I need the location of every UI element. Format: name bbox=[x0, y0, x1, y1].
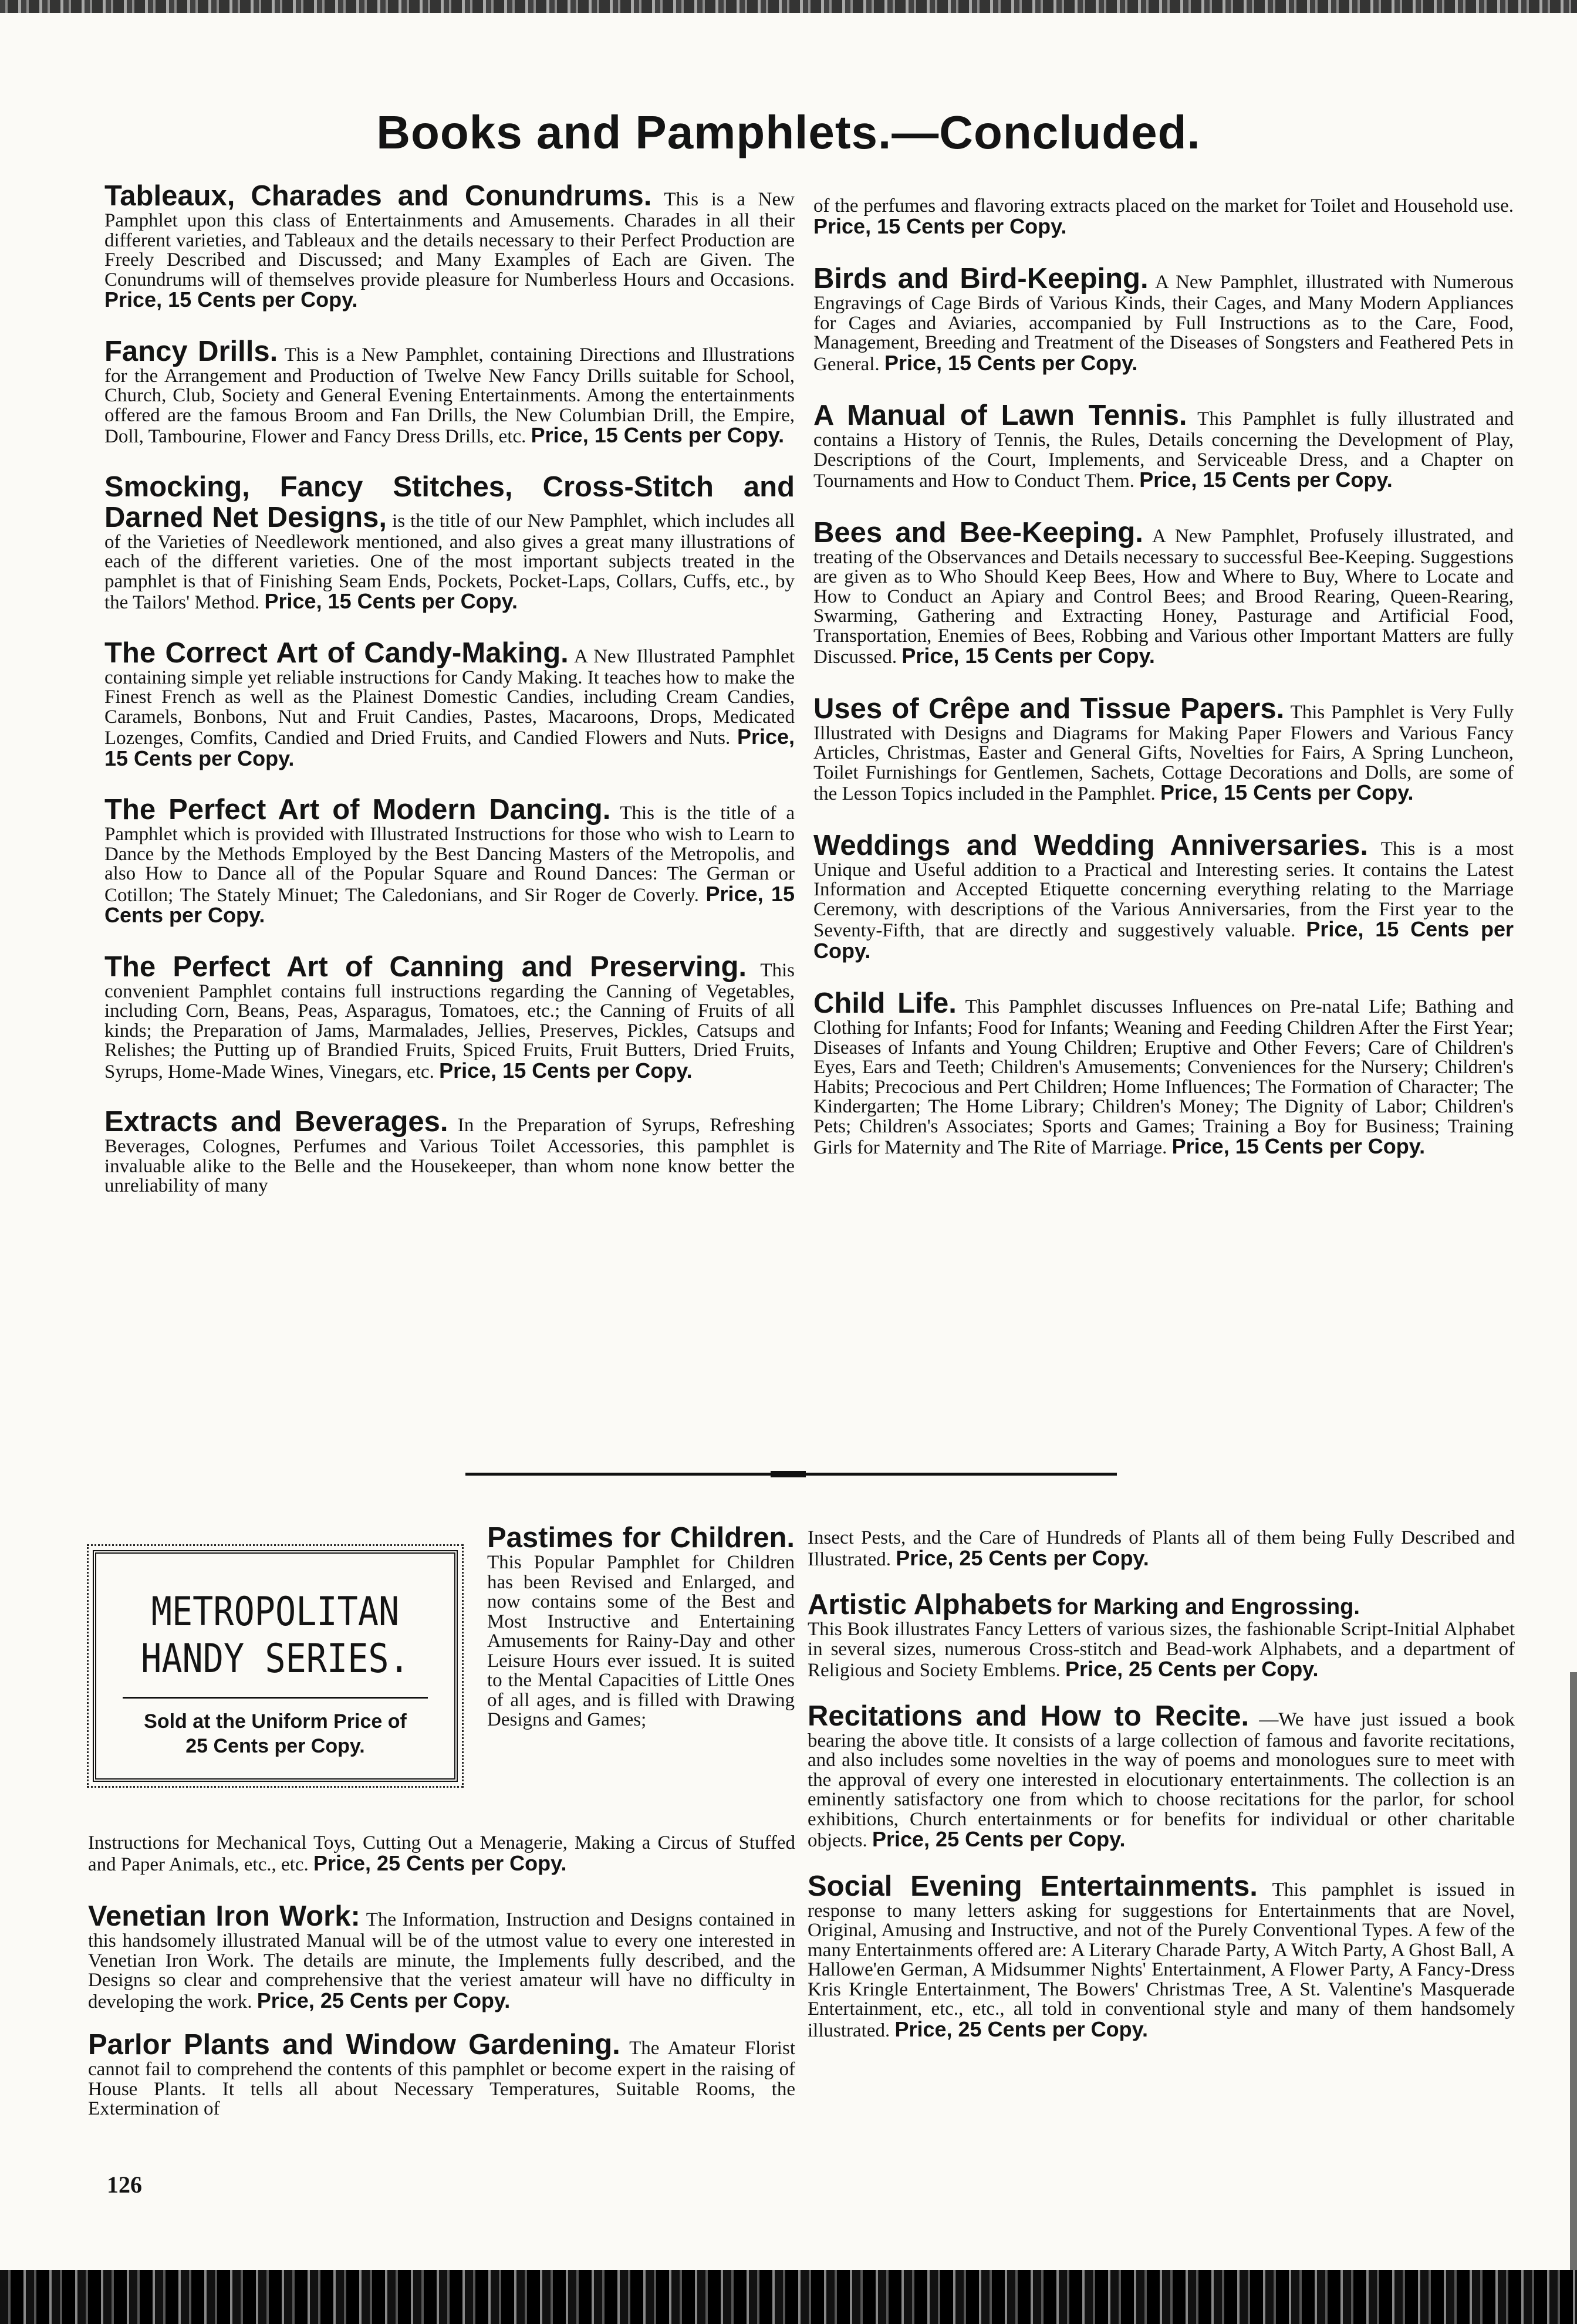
section-divider bbox=[465, 1473, 1117, 1476]
series-subtitle-line2: 25 Cents per Copy. bbox=[185, 1735, 365, 1757]
entry-body: This is a New Pamphlet, containing Directions and Illustrations for the Arrangement and Production of Twelve New Fancy Drills suitable for School, Church, Club, Society and General Evening Entertainments. Among the entertainments offered are the famous Broom and Fan Drills, the New Columbian Drill, the Empire, Doll, Tambourine, Flower and Fancy Dress Drills, etc. bbox=[104, 344, 795, 447]
entry-body: A New Pamphlet, illustrated with Numerous Engravings of Cage Birds of Various Kinds, their Cages, and Many Modern Appliances for Cages and Aviaries, accompanied by Full Instructions as to the Care, Food, Management, Breeding and Treatment of the Diseases of Songsters and Feathered Pets in General. bbox=[813, 272, 1514, 375]
entry-price: Price, 15 Cents per Copy. bbox=[531, 423, 785, 447]
catalog-entry bbox=[104, 794, 795, 927]
catalog-entry bbox=[808, 1589, 1515, 1681]
catalog-entry bbox=[813, 263, 1514, 374]
entry-heading-subtitle: for Marking and Engrossing. bbox=[1057, 1595, 1360, 1619]
entry-price: Price, 15 Cents per Copy. bbox=[104, 725, 795, 770]
series-rule bbox=[123, 1697, 428, 1699]
right-column bbox=[813, 197, 1514, 1184]
catalog-entry bbox=[808, 1528, 1515, 1569]
entry-heading: A Manual of Lawn Tennis. bbox=[813, 400, 1187, 431]
entry-price: Price, 15 Cents per Copy. bbox=[1171, 1134, 1426, 1158]
entry-price: Price, 15 Cents per Copy. bbox=[1160, 780, 1414, 804]
entry-price: Price, 25 Cents per Copy. bbox=[894, 2017, 1148, 2041]
entry-body: A New Illustrated Pamphlet containing simple yet reliable instructions for Candy Making. It teaches how to make the Finest French as well as the Plainest Domestic Candies, including Cream Candies, Caramels, Bonbons, Nut and Fruit Candies, Pastes, Macaroons, Drops, Medicated Lozenges, Comfits, Candied and Dried Fruits, and Candied Flowers and Nuts. bbox=[104, 645, 795, 749]
entry-body: This Book illustrates Fancy Letters of various sizes, the fashionable Script-Initial Alphabet in several sizes, numerous Cross-stitch and Bead-work Alphabets, and a department of Religious and Society Emblems. bbox=[808, 1619, 1515, 1681]
entry-heading: Weddings and Wedding Anniversaries. bbox=[813, 829, 1369, 861]
pastimes-continuation bbox=[88, 1834, 795, 1897]
entry-body: is the title of our New Pamphlet, which includes all of the Varieties of Needlework mentioned, and also gives a great many illustrations of each of the different varieties. One of the most important subjects treated in the pamphlet is that of Finishing Seam Ends, Pockets, Pocket-Laps, Collars, Cuffs, etc., by the Tailors' Method. bbox=[104, 510, 795, 613]
entry-heading: Bees and Bee-Keeping. bbox=[813, 516, 1143, 549]
entry-heading: The Perfect Art of Canning and Preserving. bbox=[104, 950, 747, 983]
entry-body: This Pamphlet discusses Influences on Pre-natal Life; Bathing and Clothing for Infants; Food for Infants; Weaning and Feeding Children After the First Year; Diseases of Infants and Young Children; Eruptive and Other Fevers; Care of Children's Eyes, Ears and Teeth; Children's Amusements; Conveniences for the Nursery; Children's Habits; Precocious and Pert Children; Home Influences; The Formation of Character; The Kindergarten; The Home Library; Children's Money; The Dignity of Labor; Children's Pets; Children's Associates; Sports and Games; Training a Boy for Business; Training Girls for Maternity and The Rite of Marriage. bbox=[813, 996, 1514, 1158]
entry-body: A New Pamphlet, Profusely illustrated, and treating of the Observances and Details necessary to successful Bee-Keeping. Suggestions are given as to Who Should Keep Bees, How and Where to Buy, Where to Locate and How to Conduct an Apiary and Control Bees; and Brood Rearing, Queen-Rearing, Swarming, Gathering and Extracting Honey, Pasturage and Artificial Food, Transportation, Enemies of Bees, Robbing and Various other Important Matters are fully Discussed. bbox=[813, 525, 1514, 668]
entry-heading: The Perfect Art of Modern Dancing. bbox=[104, 794, 611, 826]
catalog-entry bbox=[808, 1871, 1515, 2041]
entry-heading: Child Life. bbox=[813, 987, 957, 1019]
catalog-entry bbox=[104, 181, 795, 312]
catalog-entry bbox=[104, 472, 795, 613]
entry-heading: The Correct Art of Candy-Making. bbox=[104, 637, 569, 669]
entry-body: In the Preparation of Syrups, Refreshing Beverages, Colognes, Perfumes and Various Toilet Accessories, this pamphlet is invaluable alike to the Belle and the Housekeeper, than whom none know better the unreliability of many bbox=[104, 1115, 795, 1196]
metropolitan-handy-series-box bbox=[93, 1550, 458, 1782]
entry-heading: Uses of Crêpe and Tissue Papers. bbox=[813, 692, 1285, 725]
scan-noise-right bbox=[1570, 1672, 1577, 2271]
catalog-entry bbox=[808, 1701, 1515, 1851]
entry-price: Price, 15 Cents per Copy. bbox=[264, 589, 518, 613]
entry-price: Price, 15 Cents per Copy. bbox=[104, 881, 795, 927]
entry-heading: Extracts and Beverages. bbox=[104, 1106, 448, 1138]
catalog-entry bbox=[104, 952, 795, 1082]
entry-price: Price, 15 Cents per Copy. bbox=[813, 214, 1067, 238]
entry-heading: Tableaux, Charades and Conundrums. bbox=[104, 180, 652, 212]
catalog-entry bbox=[813, 988, 1514, 1158]
entry-heading: Fancy Drills. bbox=[104, 335, 278, 367]
entry-heading: Social Evening Entertainments. bbox=[808, 1870, 1258, 1902]
entry-body: The Information, Instruction and Designs contained in this handsomely illustrated Manual will be of the utmost value to every one interested in Venetian Iron Work. The details are minute, the Implements fully described, and the Designs so clear and comprehensive that the veriest amateur will have no difficulty in developing the work. bbox=[88, 1909, 795, 2012]
scan-noise-bottom bbox=[0, 2270, 1577, 2324]
entry-price: Price, 25 Cents per Copy. bbox=[313, 1851, 567, 1875]
catalog-entry bbox=[813, 400, 1514, 492]
entry-price: Price, 15 Cents per Copy. bbox=[884, 350, 1138, 375]
entry-price: Price, 25 Cents per Copy. bbox=[872, 1827, 1126, 1851]
entry-body: This is a New Pamphlet upon this class of Entertainments and Amusements. Charades in all their different varieties, and Tableaux and the details necessary to their Perfect Production are Freely Described and Discussed; and Many Examples of Each are Given. The Conundrums will of themselves provide pleasure for Numberless Hours and Occasions. bbox=[104, 189, 795, 290]
entry-body: This convenient Pamphlet contains full instructions regarding the Canning of Vegetables, including Corn, Beans, Peas, Asparagus, Tomatoes, etc.; the Canning of Fruits of all kinds; the Preparation of Jams, Marmalades, Jellies, Preserves, Pickles, Catsups and Relishes; the Putting up of Brandied Fruits, Spiced Fruits, Fruit Butters, Dried Fruits, Syrups, Home-Made Wines, Vinegars, etc. bbox=[104, 959, 795, 1082]
entry-price: Price, 25 Cents per Copy. bbox=[896, 1545, 1149, 1570]
catalog-entry bbox=[813, 197, 1514, 238]
entry-body: This Popular Pamphlet for Children has been Revised and Enlarged, and now contains some of the Best and Most Instructive and Entertaining Amusements for Rainy-Day and other Leisure Hours ever issued. It is suited to the Mental Capacities of Little Ones of all ages, and is filled with Drawing Designs and Games; bbox=[487, 1552, 795, 1730]
entry-body: This is the title of a Pamphlet which is provided with Illustrated Instructions for those who wish to Learn to Dance by the Methods Employed by the Best Dancing Masters of the Metropolis, and also How to Dance all of the Popular Square and Round Dances: The German or Cotillon; The Stately Minuet; The Caledonians, and Sir Roger de Coverly. bbox=[104, 803, 795, 906]
lower-left-column bbox=[88, 1901, 795, 2137]
catalog-entry bbox=[813, 694, 1514, 804]
entry-heading: Pastimes for Children. bbox=[487, 1522, 795, 1554]
entry-body: Insect Pests, and the Care of Hundreds of Plants all of them being Fully Described and Illustrated. bbox=[808, 1527, 1515, 1570]
series-title-line1: METROPOLITAN bbox=[151, 1589, 400, 1635]
entry-body: This is a most Unique and Useful addition to a Practical and Interesting series. It contains the Latest Information and Accepted Etiquette concerning everything relating to the Marriage Ceremony, with descriptions of the Various Anniversaries, from the First year to the Seventy-Fifth, that are directly and suggestively valuable. bbox=[813, 838, 1514, 941]
catalog-entry bbox=[813, 517, 1514, 668]
entry-heading: Parlor Plants and Window Gardening. bbox=[88, 2029, 620, 2061]
page-title: Books and Pamphlets.—Concluded. bbox=[376, 106, 1201, 158]
entry-heading: Venetian Iron Work: bbox=[88, 1900, 360, 1932]
entry-price: Price, 25 Cents per Copy. bbox=[256, 1988, 511, 2012]
entry-body: —We have just issued a book bearing the above title. It consists of a large collection of famous and favorite recitations, and also includes some novelties in the way of poems and monologues sure to meet with the approval of every one interested in elocutionary entertainments. The collection is an eminently satisfactory one from which to choose recitations for the parlor, for school exhibitions, Church entertainments or for benefits for individual or other charitable objects. bbox=[808, 1709, 1515, 1851]
pastimes-entry bbox=[487, 1523, 795, 1730]
catalog-entry bbox=[104, 1107, 795, 1196]
entry-heading: Birds and Bird-Keeping. bbox=[813, 263, 1149, 295]
entry-body: This Pamphlet is Very Fully Illustrated with Designs and Diagrams for Making Paper Flowers and Various Fancy Articles, Christmas, Easter and General Gifts, Novelties for Fairs, A Spring Luncheon, Toilet Furnishings for Gentlemen, Sachets, Cottage Decorations and Dolls, are some of the Lesson Topics included in the Pamphlet. bbox=[813, 701, 1514, 804]
scan-noise-top bbox=[0, 0, 1577, 13]
entry-price: Price, 25 Cents per Copy. bbox=[1065, 1657, 1319, 1681]
entry-price: Price, 15 Cents per Copy. bbox=[1139, 468, 1393, 492]
catalog-entry bbox=[88, 2029, 795, 2119]
entry-body: of the perfumes and flavoring extracts placed on the market for Toilet and Household use. bbox=[813, 195, 1514, 216]
entry-price: Price, 15 Cents per Copy. bbox=[813, 917, 1514, 963]
entry-body: The Amateur Florist cannot fail to comprehend the contents of this pamphlet or become expert in the raising of House Plants. It tells all about Necessary Temperatures, Suitable Rooms, the Extermination of bbox=[88, 2038, 795, 2119]
entry-heading: Artistic Alphabets bbox=[808, 1589, 1053, 1621]
entry-heading: Recitations and How to Recite. bbox=[808, 1700, 1250, 1732]
series-subtitle-line1: Sold at the Uniform Price of bbox=[144, 1710, 407, 1733]
left-column bbox=[104, 181, 795, 1221]
catalog-entry bbox=[104, 336, 795, 447]
entry-price: Price, 15 Cents per Copy. bbox=[439, 1058, 693, 1082]
series-title-line2: HANDY SERIES. bbox=[141, 1636, 410, 1682]
lower-right-column bbox=[808, 1528, 1515, 2061]
entry-price: Price, 15 Cents per Copy. bbox=[901, 644, 1155, 668]
catalog-entry bbox=[104, 638, 795, 770]
entry-body: This pamphlet is issued in response to many letters asking for suggestions for Entertainments that are Novel, Original, Amusing and Instructive, and not of the Purely Conventional Types. A few of the many Entertainments offered are: A Literary Charade Party, A Witch Party, A Ghost Ball, A Hallowe'en German, A Midsummer Nights' Entertainment, A Flower Party, A Fancy-Dress Kris Kringle Entertainment, The Bowers' Christmas Tree, A St. Valentine's Masquerade Entertainment, etc., etc., all told in conventional style and many of them handsomely illustrated. bbox=[808, 1879, 1515, 2041]
entry-body: This Pamphlet is fully illustrated and contains a History of Tennis, the Rules, Details concerning the Development of Play, Descriptions of the Court, Implements, and Serviceable Dress, and a Chapter on Tournaments and How to Conduct Them. bbox=[813, 408, 1514, 492]
entry-body-continued: Instructions for Mechanical Toys, Cutting Out a Menagerie, Making a Circus of Stuffed and Paper Animals, etc., etc. bbox=[88, 1832, 795, 1875]
entry-price: Price, 15 Cents per Copy. bbox=[104, 287, 358, 312]
entry-heading: Smocking, Fancy Stitches, Cross-Stitch and Darned Net Designs, bbox=[104, 471, 795, 533]
catalog-entry bbox=[813, 830, 1514, 963]
catalog-entry bbox=[88, 1901, 795, 2012]
page-number: 126 bbox=[107, 2171, 142, 2198]
